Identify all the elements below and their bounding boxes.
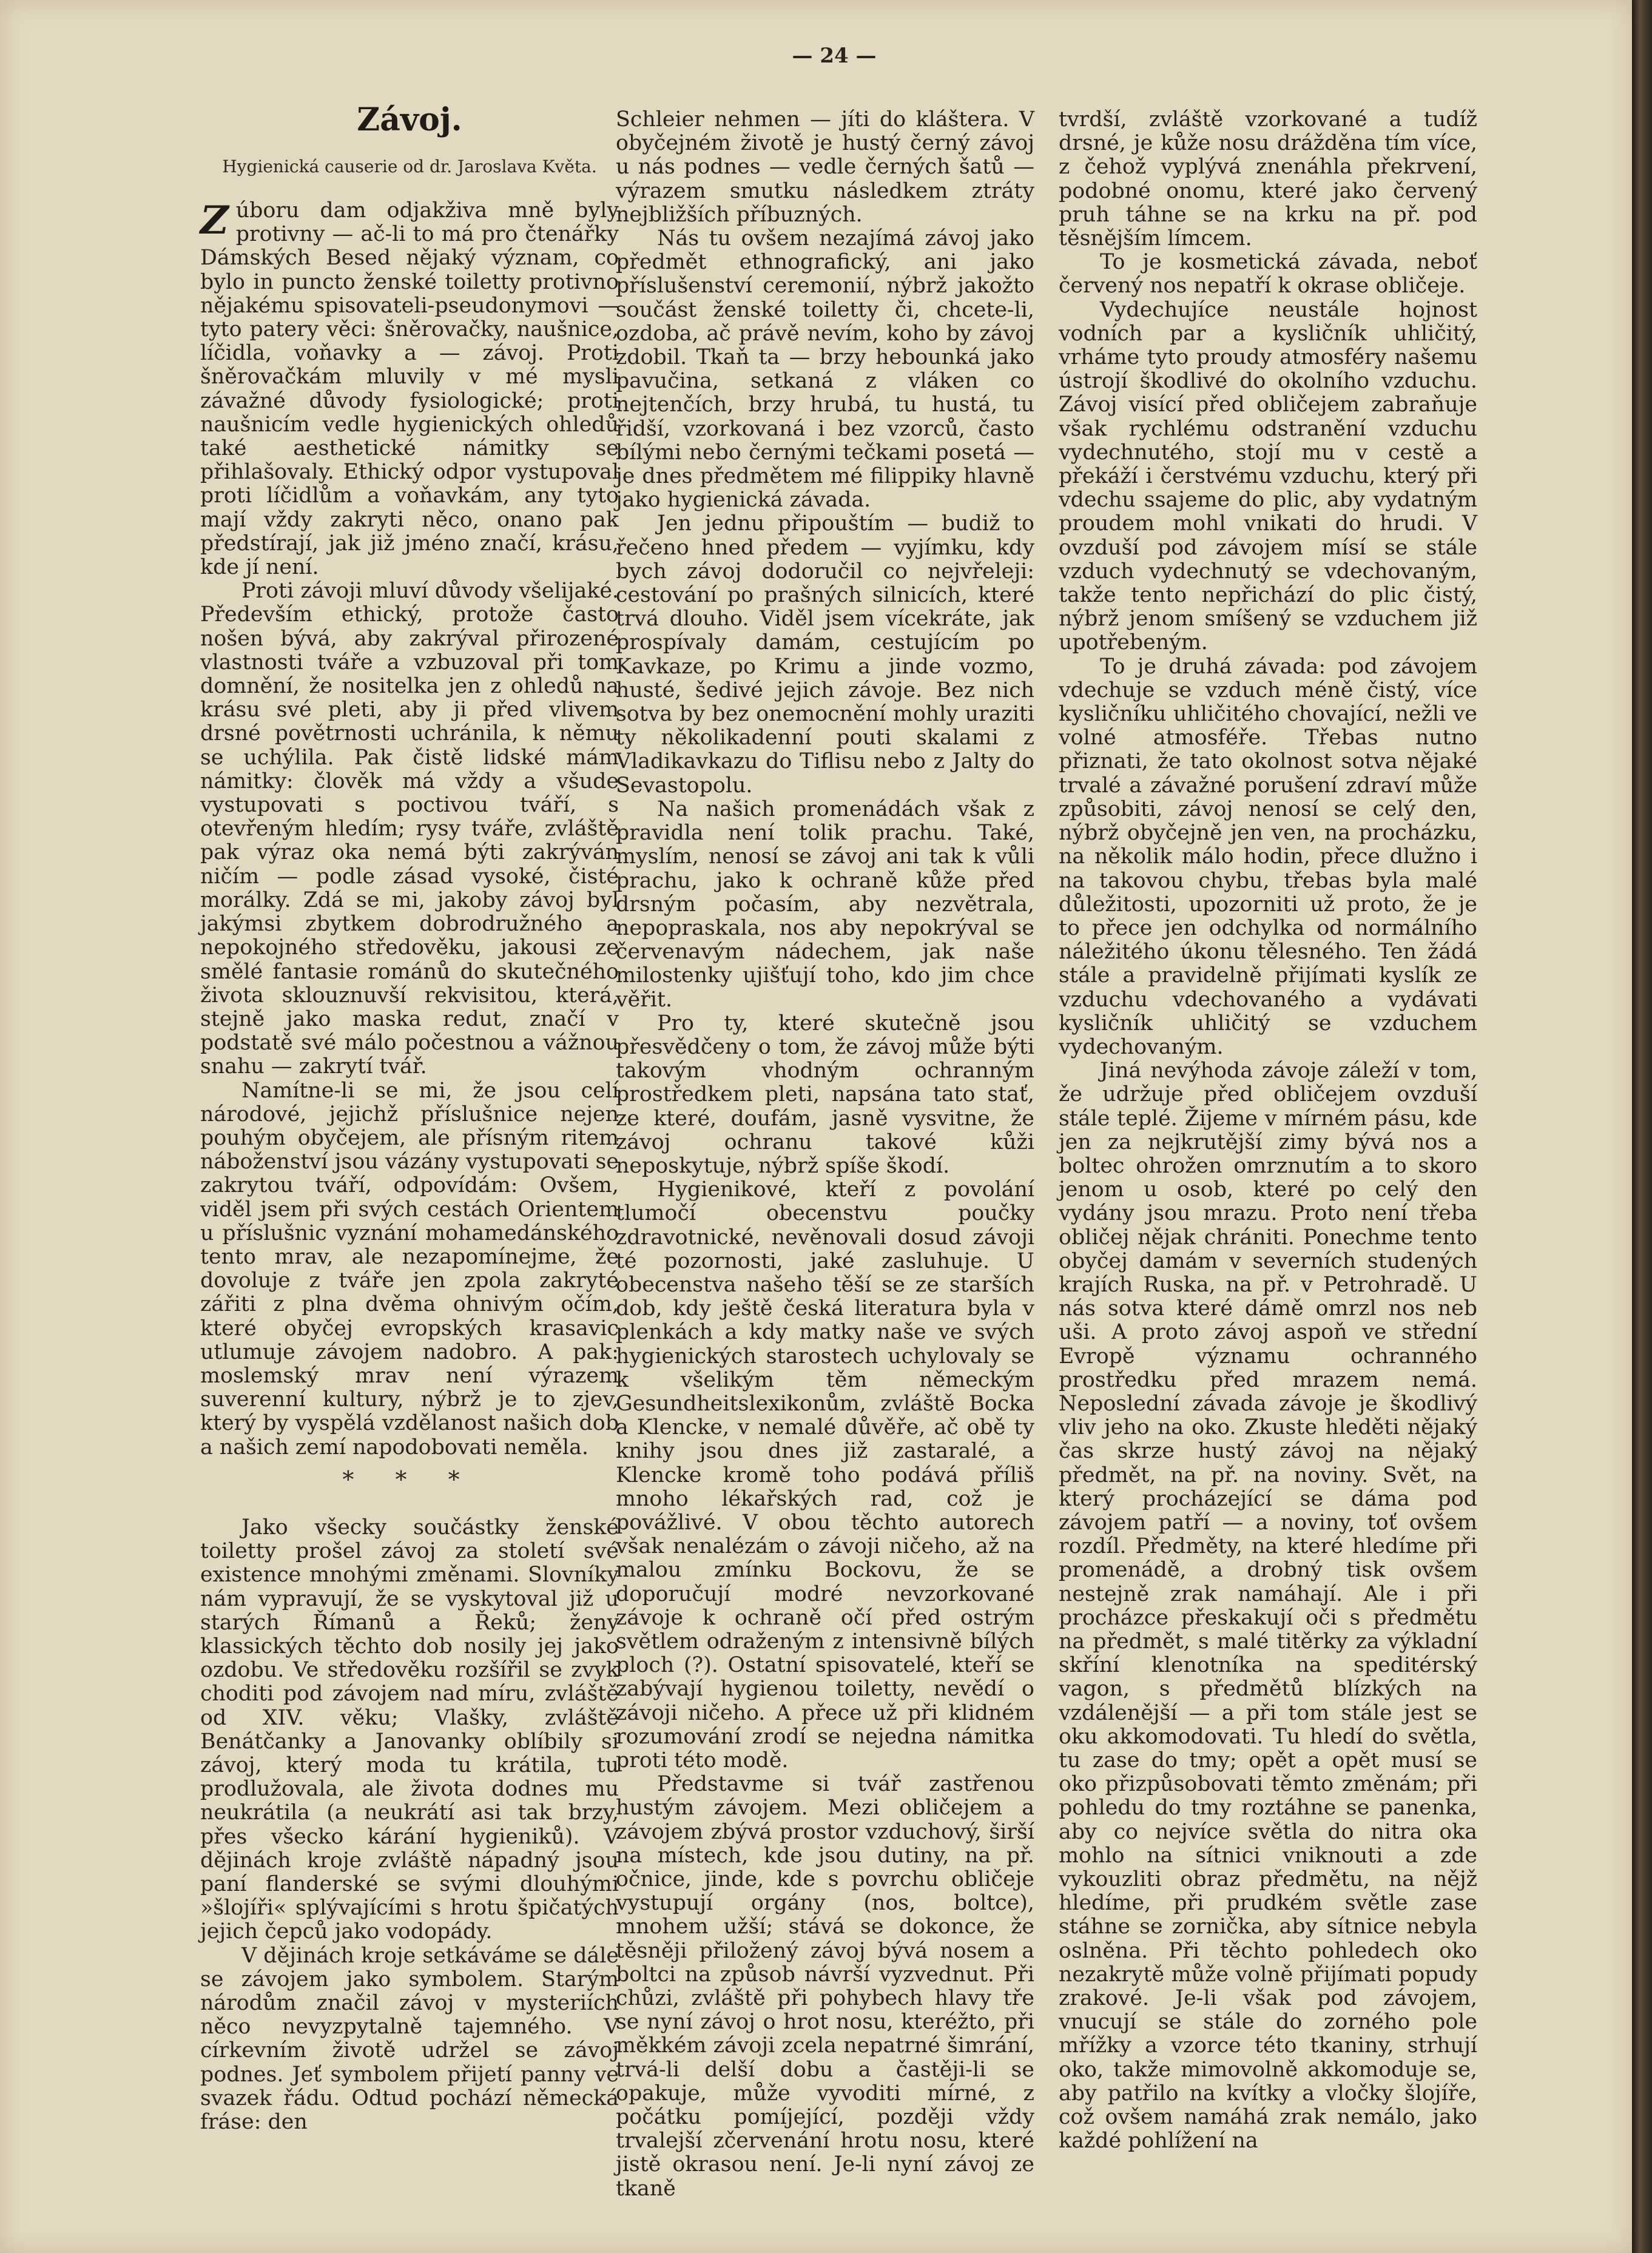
paragraph: Na našich promenádách však z pravidla není tolik prachu. Také, myslím, nenosí se závoj ani tak k vůli prachu, jako k ochraně kůže před drsným počasím, aby nezvětrala, nepopraskala, nos aby nepokrýval se červenavým nádechem, jak naše milostenky ujišťují toho, kdo jim chce věřit.	[616, 796, 1034, 1012]
paragraph: Jen jednu připouštím — budiž to řečeno hned předem — vyjímku, kdy bych závoj dodoručil co nejvřeleji: cestování po prašných silnicích, které trvá dlouho. Viděl jsem vícekráte, jak prospívaly damám, cestujícím po Kavkaze, po Krimu a jinde vozmo, husté, šedivé jejich závoje. Bez nich sotva by bez onemocnění mohly uraziti ty několikadenní pouti skalami z Vladikavkazu do Tiflisu nebo z Jalty do Sevastopolu.	[616, 511, 1034, 798]
paragraph: tvrdší, zvláště vzorkované a tudíž drsné, je kůže nosu drážděna tím více, z čehož vyplývá znenáhla překrvení, podobné onomu, které jako červený pruh táhne se na krku na př. pod těsnějším límcem.	[1059, 107, 1477, 251]
paragraph-text: úboru dam odjakživa mně byly protivny — ač-li to má pro čtenářky Dámských Besed nějaký význam, co bylo in puncto ženské toiletty protivno nějakému spisovateli-pseudonymovi — tyto patery věci: šněrovačky, naušnice, líčidla, voňavky a — závoj. Proti šněrovačkám mluvily v mé mysli závažné důvody fysiologické; proti naušnicím vedle hygienických ohledů také aesthetické námitky se přihlašovaly. Ethický odpor vystupoval proti líčidlům a voňavkám, any tyto mají vždy zakryti něco, onano pak předstírají, jak již jméno značí, krásu, kde jí není.	[200, 198, 619, 580]
paragraph: To je druhá závada: pod závojem vdechuje se vzduch méně čistý, více kysličníku uhličitého chovající, nežli ve volné atmosféře. Třebas nutno přiznati, že tato okolnost sotva nějaké trvalé a závažné porušení zdraví může způsobiti, závoj nenosí se celý den, nýbrž obyčejně jen ven, na procházku, na několik málo hodin, přece dlužno i na takovou chybu, třebas byla malé důležitosti, upozorniti už proto, že je to přece jen odchylka od normálního náležitého úkonu tělesného. Ten žádá stále a pravidelně přijímati kyslík ze vzduchu vdechovaného a vydávati kysličník uhličitý se vzduchem vydechovaným.	[1059, 654, 1477, 1059]
paragraph: To je kosmetická závada, neboť červený nos nepatří k okrase obličeje.	[1059, 250, 1477, 298]
article-byline: Hygienická causerie od dr. Jaroslava Květa.	[222, 157, 597, 177]
paragraph: Jiná nevýhoda závoje záleží v tom, že udržuje před obličejem ovzduší stále teplé. Žijeme v mírném pásu, kde jen za nejkrutější zimy bývá nos a boltec ohrožen omrznutím a to skoro jenom u osob, které po celý den vydány jsou mrazu. Proto není třeba obličej nějak chrániti. Ponechme tento obyčej damám v severních studených krajích Ruska, na př. v Petrohradě. U nás sotva které dámě omrzl nos neb uši. A proto závoj aspoň ve střední Evropě významu ochranného prostředku před mrazem nemá. Neposlední závada závoje je škodlivý vliv jeho na oko. Zkuste hleděti nějaký čas skrze hustý závoj na nějaký předmět, na př. na noviny. Svět, na který procházející se dáma pod závojem patří — a noviny, toť ovšem rozdíl. Předměty, na které hledíme při promenádě, a drobný tisk ovšem nestejně zrak namáhají. Ale i při procházce přeskakují oči s předmětu na předmět, s malé titěrky za výkladní skříní klenotníka na speditérský vagon, s předmětů blízkých na vzdálenější — a při tom stále jest se oku akkomodovati. Tu hledí do světla, tu zase do tmy; opět a opět musí se oko přizpůsobovati těmto změnám; při pohledu do tmy roztáhne se panenka, aby co nejvíce světla do nitra oka mohlo na sítnici vniknouti a zde vykouzliti obraz předmětu, na nějž hledíme, při prudkém světle zase stáhne se zornička, aby sítnice nebyla oslněna. Při těchto pohledech oko nezakrytě může volně přijímati popudy zrakové. Je-li však pod závojem, vnucují se stále do zorného pole mřížky a vzorce této tkaniny, strhují oko, takže mimovolně akkomoduje se, aby patřilo na kvítky a vločky šlojíře, což ovšem namáhá zrak nemálo, jako každé pohlížení na	[1059, 1059, 1477, 2154]
column-1	[200, 102, 619, 2134]
paragraph: Schleier nehmen — jíti do kláštera. V obyčejném životě je hustý černý závoj u nás podnes — vedle černých šatů — výrazem smutku následkem ztráty nejbližších příbuzných.	[616, 107, 1034, 227]
paragraph: Pro ty, které skutečně jsou přesvědčeny o tom, že závoj může býti takovým vhodným ochranným prostředkem pleti, napsána tato stať, ze které, doufám, jasně vysvitne, že závoj ochranu takové kůži neposkytuje, nýbrž spíše škodí.	[616, 1011, 1034, 1178]
paragraph	[200, 199, 619, 579]
paragraph: Nás tu ovšem nezajímá závoj jako předmět ethnografický, ani jako příslušenství ceremonií, nýbrž jakožto součást ženské toiletty či, chcete-li, ozdoba, ač právě nevím, koho by závoj zdobil. Tkaň ta — brzy hebounká jako pavučina, setkaná z vláken co nejtenčích, brzy hrubá, tu hustá, tu řidší, vzorkovaná i bez vzorců, často bílými nebo černými tečkami posetá — je dnes předmětem mé filippiky hlavně jako hygienická závada.	[616, 226, 1034, 513]
paragraph: V dějinách kroje setkáváme se dále se závojem jako symbolem. Starým národům značil závoj v mysteriích něco nevyzpytalně tajemného. V církevním životě udržel se závoj podnes. Jeť symbolem přijetí panny ve svazek řádu. Odtud pochází německá fráse: den	[200, 1943, 619, 2135]
book-edge	[1632, 0, 1652, 2253]
section-divider: * * *	[342, 1466, 477, 1493]
paragraph: Namítne-li se mi, že jsou celí národové, jejichž příslušnice nejen pouhým obyčejem, ale přísným ritem náboženství jsou vázány vystupovati se zakrytou tváří, odpovídám: Ovšem, viděl jsem při svých cestách Orientem u příslušnic vyznání mohamedánského tento mrav, ale nezapomínejme, že dovoluje z tváře jen zpola zakryté zářiti z plna dvěma ohnivým očím, které obyčej evropských krasavic utlumuje závojem nadobro. A pak: moslemský mrav není výrazem suverenní kultury, nýbrž je to zjev, který by vyspělá vzdělanost našich dob a našich zemí napodobovati neměla.	[200, 1078, 619, 1460]
paragraph: Jako všecky součástky ženské toiletty prošel závoj za století své existence mnohými změnami. Slovníky nám vypravují, že se vyskytoval již u starých Římanů a Řeků; ženy klassických těchto dob nosily jej jako ozdobu. Ve středověku rozšířil se zvyk choditi pod závojem nad míru, zvláště od XIV. věku; Vlašky, zvláště Benátčanky a Janovanky oblíbily si závoj, který moda tu krátila, tu prodlužovala, ale života dodnes mu neukrátila (a neukrátí asi tak brzy, přes všecko kárání hygieniků). V dějinách kroje zvláště nápadný jsou paní flanderské se svými dlouhými »šlojíři« splývajícími s hrotu špičatých jejich čepců jako vodopády.	[200, 1515, 619, 1944]
column-3	[1059, 108, 1477, 2153]
column-2	[616, 108, 1034, 2201]
paragraph: Proti závoji mluví důvody všelijaké. Především ethický, protože často nošen bývá, aby zakrýval přirozené vlastnosti tváře a vzbuzoval při tom domnění, že nositelka jen z ohledů na krásu své pleti, aby ji před vlivem drsné povětrnosti uchránila, k němu se uchýlila. Pak čistě lidské mám námitky: člověk má vždy a všude vystupovati s poctivou tváří, s otevřeným hledím; rysy tváře, zvláště pak výraz oka nemá býti zakrýván ničím — podle zásad vysoké, čisté morálky. Zdá se mi, jakoby závoj byl jakýmsi zbytkem dobrodružného a nepokojného středověku, jakousi ze smělé fantasie románů do skutečného života sklouznuvší rekvisitou, která, stejně jako maska redut, značí v podstatě své málo počestnou a vážnou snahu — zakrytí tvář.	[200, 579, 619, 1079]
page-number: — 24 —	[792, 44, 877, 68]
article-title: Závoj.	[357, 101, 462, 138]
drop-cap: Z	[200, 198, 229, 243]
paragraph: Vydechujíce neustále hojnost vodních par a kysličník uhličitý, vrháme tyto proudy atmosféry našemu ústrojí škodlivé do okolního vzduchu. Závoj visící před obličejem zabraňuje však rychlému odstranění vzduchu vydechnutého, stojí mu v cestě a překáží i čerstvému vzduchu, který při vdechu ssajeme do plic, aby vydatným proudem mohl vnikati do hrudi. V ovzduší pod závojem mísí se stále vzduch vydechnutý se vdechovaným, takže tento nepřichází do plic čistý, nýbrž jenom smíšený se vzduchem již upotřebeným.	[1059, 297, 1477, 655]
paragraph: Hygienikové, kteří z povolání tlumočí obecenstvu poučky zdravotnické, nevěnovali dosud závoji té pozornosti, jaké zasluhuje. U obecenstva našeho těší se ze starších dob, kdy ještě česká literatura byla v plenkách a kdy matky naše ve svých hygienických starostech uchylovaly se k všelikým těm německým Gesundheitslexikonům, zvláště Bocka a Klencke, v nemalé důvěře, ač obě ty knihy jsou dnes již zastaralé, a Klencke kromě toho podává příliš mnoho lékařských rad, což je povážlivé. V obou těchto autorech však nenalézám o závoji ničeho, až na malou zmínku Bockovu, že se doporučují modré nevzorkované závoje k ochraně očí před ostrým světlem odraženým z intensivně bílých ploch (?). Ostatní spisovatelé, kteří se zabývají hygienou toiletty, nevědí o závoji ničeho. A přece už při klidném rozumování zrodí se nejedna námitka proti této modě.	[616, 1177, 1034, 1773]
paragraph: Představme si tvář zastřenou hustým závojem. Mezi obličejem a závojem zbývá prostor vzduchový, širší na místech, kde jsou dutiny, na př. očnice, jinde, kde s povrchu obličeje vystupují orgány (nos, boltce), mnohem užší; stává se dokonce, že těsněji přiložený závoj bývá nosem a boltci na způsob návrší vyzvednut. Při chůzi, zvláště při pohybech hlavy tře se nyní závoj o hrot nosu, kteréžto, při měkkém závoji zcela nepatrné šimrání, trvá-li delší dobu a častěji-li se opakuje, může vyvoditi mírné, z počátku pomíjející, později vždy trvalejší zčervenání hrotu nosu, které jistě okrasou není. Je-li nyní závoj ze tkaně	[616, 1772, 1034, 2201]
